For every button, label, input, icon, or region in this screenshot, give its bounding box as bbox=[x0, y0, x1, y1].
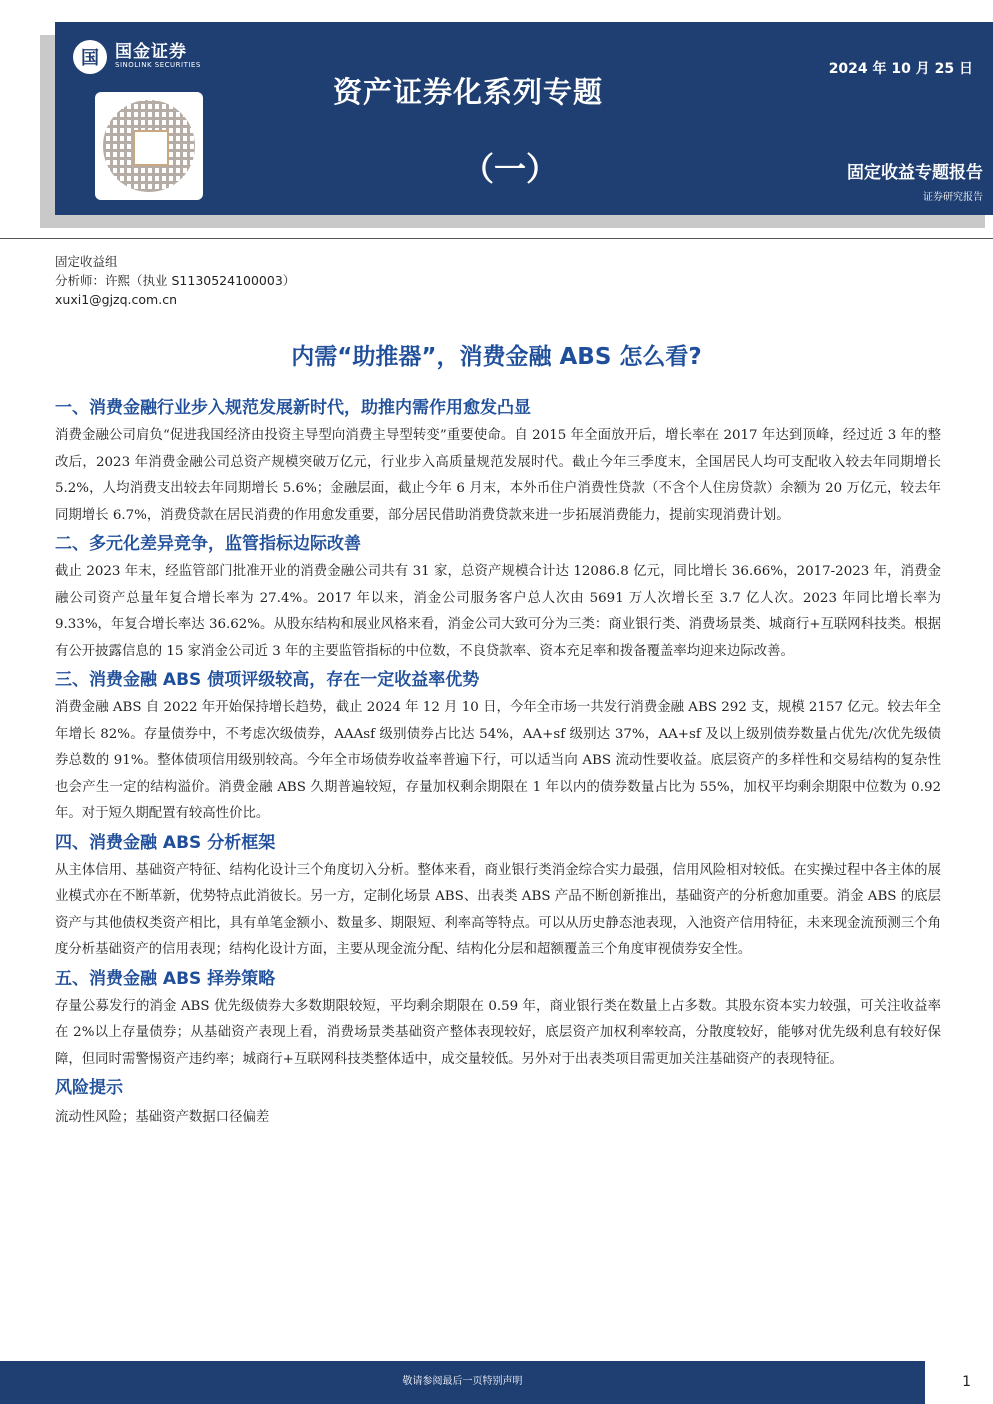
series-subtitle: （一） bbox=[462, 150, 559, 188]
qr-code-icon bbox=[95, 92, 203, 200]
section-text: 消费金融 ABS 自 2022 年开始保持增长趋势，截止 2024 年 12 月 10 日，今年全市场一共发行消费金融 ABS 292 支，规模 2157 亿元。较去年全年增长 82%。存量债券中，不考虑次级债券，AAAsf 级别债券占比达 54%，AA+sf 级别达 37%，AA+sf 及以上级别债券数量占优先/次优先级债券总数的 91%。整体债项信用级别较高。今年全市场债券收益率普遍下行，可以适当向 ABS 流动性要收益。底层资产的多样性和交易结构的复杂性也会产生一定的结构溢价。消费金融 ABS 久期普遍较短，存量加权剩余期限在 1 年以内的债券数量占比为 55%，加权平均剩余期限中位数为 0.92 年。对于短久期配置有较高性价比。 bbox=[55, 700, 941, 821]
footer-disclaimer: 敬请参阅最后一页特别声明 bbox=[402, 1376, 523, 1387]
section-text: 消费金融公司肩负“促进我国经济由投资主导型向消费主导型转变”重要使命。自 2015 年全面放开后，增长率在 2017 年达到顶峰，经过近 3 年的整改后，2023 年消费金融公司总资产规模突破万亿元，行业步入高质量规范发展时代。截止今年三季度末，全国居民人均可支配收入较去年同期增长 5.2%，人均消费支出较去年同期增长 5.6%；金融层面，截止今年 6 月末，本外币住户消费性贷款（不含个人住房贷款）余额为 20 万亿元，较去年同期增长 6.7%，消费贷款在居民消费的作用愈发重要，部分居民借助消费贷款来进一步拓展消费能力，提前实现消费计划。 bbox=[55, 428, 941, 523]
logo-name-cn: 国金证券 bbox=[115, 42, 187, 63]
section-heading: 二、多元化差异竞争，监管指标边际改善 bbox=[55, 534, 361, 554]
risk-section bbox=[55, 1073, 941, 1132]
section-text: 截止 2023 年末，经监管部门批准开业的消费金融公司共有 31 家，总资产规模合计达 12086.8 亿元，同比增长 36.66%，2017-2023 年，消费金融公司资产总量年复合增长率为 27.4%。2017 年以来，消金公司服务客户总人次由 5691 万人次增长至 3.7 亿人次。2023 年同比增长率为 9.33%，年复合增长率达 36.62%。从股东结构和展业风格来看，消金公司大致可分为三类：商业银行类、消费场景类、城商行+互联网科技类。根据有公开披露信息的 15 家消金公司近 3 年的主要监管指标的中位数，不良贷款率、资本充足率和拨备覆盖率均迎来边际改善。 bbox=[55, 564, 941, 659]
analyst-group: 固定收益组 bbox=[55, 254, 118, 269]
report-body bbox=[55, 393, 941, 1132]
section bbox=[55, 964, 941, 1074]
header-banner bbox=[55, 22, 993, 215]
section-heading: 一、消费金融行业步入规范发展新时代，助推内需作用愈发凸显 bbox=[55, 398, 531, 418]
risk-text: 流动性风险；基础资产数据口径偏差 bbox=[55, 1110, 270, 1125]
report-type: 固定收益专题报告 bbox=[847, 163, 983, 183]
report-date: 2024 年 10 月 25 日 bbox=[828, 61, 973, 77]
company-logo bbox=[73, 40, 201, 74]
analyst-email[interactable]: xuxi1@gjzq.com.cn bbox=[55, 292, 177, 307]
section-text: 从主体信用、基础资产特征、结构化设计三个角度切入分析。整体来看，商业银行类消金综合实力最强，信用风险相对较低。在实操过程中各主体的展业模式亦在不断革新，优势特点此消彼长。另一方，定制化场景 ABS、出表类 ABS 产品不断创新推出，基础资产的分析愈加重要。消金 ABS 的底层资产与其他债权类资产相比，具有单笔金额小、数量多、期限短、利率高等特点。可以从历史静态池表现，入池资产信用特征，未来现金流预测三个角度分析基础资产的信用表现；结构化设计方面，主要从现金流分配、结构化分层和超额覆盖三个角度审视债券安全性。 bbox=[55, 862, 941, 957]
analyst-name: 分析师：许熙（执业 S1130524100003） bbox=[55, 273, 296, 288]
section-heading: 五、消费金融 ABS 择券策略 bbox=[55, 968, 276, 989]
section-text: 存量公募发行的消金 ABS 优先级债券大多数期限较短，平均剩余期限在 0.59 年，商业银行类在数量上占多数。其股东资本实力较强，可关注收益率在 2%以上存量债券；从基础资产表现上看，消费场景类基础资产整体表现较好，底层资产加权利率较高，分散度较好，能够对优先级利息有较好保障，但同时需警惕资产违约率；城商行+互联网科技类整体适中，成交量较低。另外对于出表类项目需更加关注基础资产的表现特征。 bbox=[55, 998, 941, 1067]
report-title: 内需“助推器”，消费金融 ABS 怎么看? bbox=[291, 344, 702, 370]
logo-mark-icon: 国 bbox=[73, 40, 107, 74]
section-heading: 四、消费金融 ABS 分析框架 bbox=[55, 832, 276, 853]
header-divider bbox=[0, 238, 993, 239]
risk-heading: 风险提示 bbox=[55, 1078, 123, 1098]
page-number: 1 bbox=[962, 1374, 971, 1390]
section bbox=[55, 393, 941, 529]
series-title: 资产证券化系列专题 bbox=[333, 75, 604, 109]
section bbox=[55, 529, 941, 665]
section bbox=[55, 828, 941, 964]
analyst-info bbox=[55, 252, 295, 309]
section bbox=[55, 665, 941, 828]
section-heading: 三、消费金融 ABS 债项评级较高，存在一定收益率优势 bbox=[55, 670, 480, 690]
logo-name-en: SINOLINK SECURITIES bbox=[115, 61, 201, 70]
report-subtype: 证券研究报告 bbox=[923, 192, 983, 203]
